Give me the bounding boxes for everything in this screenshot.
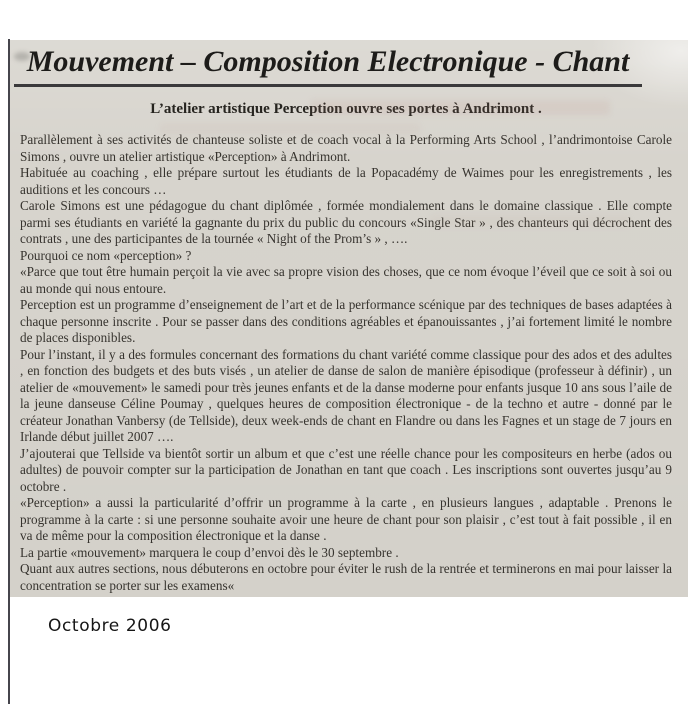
article-paragraph: «Parce que tout être humain perçoit la vie avec sa propre vision des choses, que ce nom évoque l’éveil que ce soit à soi ou au monde qui nous entoure.	[20, 264, 672, 296]
article-paragraph: Pourquoi ce nom «perception» ?	[20, 247, 192, 263]
article-paragraph: J’ajouterai que Tellside va bientôt sortir un album et que c’est une réelle chance pour les compositeurs en herbe (ados ou adultes) de pouvoir compter sur la participation de Jonathan en tant que coach . Les inscriptions sont ouvertes jusqu’au 9 octobre .	[20, 445, 672, 494]
article-paragraph: «Perception» a aussi la particularité d’offrir un programme à la carte , en plusieurs langues , adaptable . Prenons le programme à la carte : si une personne souhaite avoir une heure de chant pour son plaisir , c’est tout à fait possible , il en va de même pour la composition électronique et la danse .	[20, 495, 672, 543]
article-body	[20, 132, 672, 594]
article-paragraph: Parallèlement à ses activités de chanteuse soliste et de coach vocal à la Performing Arts School , l’andrimontoise Carole Simons , ouvre un atelier artistique «Perception» à Andrimont.	[20, 132, 672, 164]
newspaper-clipping	[10, 40, 688, 597]
article-paragraph: Carole Simons est une pédagogue du chant diplômée , formée mondialement dans le domaine classique . Elle compte parmi ses étudiants en variété la gagnante du prix du public du concours «Single Star » , des chanteurs qui décrochent des contrats , une des participantes de la tournée « Night of the Prom’s » , ….	[20, 198, 672, 246]
article-paragraph: Perception est un programme d’enseignement de l’art et de la performance scénique par des techniques de bases adaptées à chaque personne inscrite . Pour se passer dans des conditions agréables et épanouissantes , j’ai fortement limité le nombre de places disponibles.	[20, 297, 672, 345]
article-header	[10, 40, 688, 87]
article-paragraph: Pour l’instant, il y a des formules concernant des formations du chant variété comme classique pour des ados et des adultes , en fonction des budgets et des buts visés , un atelier de danse de salon de manière épisodique (professeur à définir) , un atelier de «mouvement» le samedi pour très jeunes enfants et de la danse moderne pour enfants jusque 10 ans sous l’aile de la jeune danseuse Céline Poumay , quelques heures de composition électronique - de la techno et autre - donné par le créateur Jonathan Vanbersy (de Tellside), deux week-ends de chant en Flandre ou dans les Fagnes et un stage de 7 jours en Irlande début juillet 2007 ….	[20, 346, 672, 444]
date-caption: Octobre 2006	[48, 616, 172, 636]
article-subtitle: L’atelier artistique Perception ouvre ses portes à Andrimont .	[150, 101, 542, 117]
article-title: Mouvement – Composition Electronique - Chant	[26, 45, 630, 78]
article-paragraph: Quant aux autres sections, nous débuterons en octobre pour éviter le rush de la rentrée et terminerons en mai pour laisser la concentration se porter sur les examens«	[20, 561, 672, 593]
article-paragraph: Habituée au coaching , elle prépare surtout les étudiants de la Popacadémy de Waimes pour les enregistrements , les auditions et les concours …	[20, 165, 672, 197]
article-paragraph: La partie «mouvement» marquera le coup d’envoi dès le 30 septembre .	[20, 544, 399, 560]
title-underline	[14, 84, 642, 87]
